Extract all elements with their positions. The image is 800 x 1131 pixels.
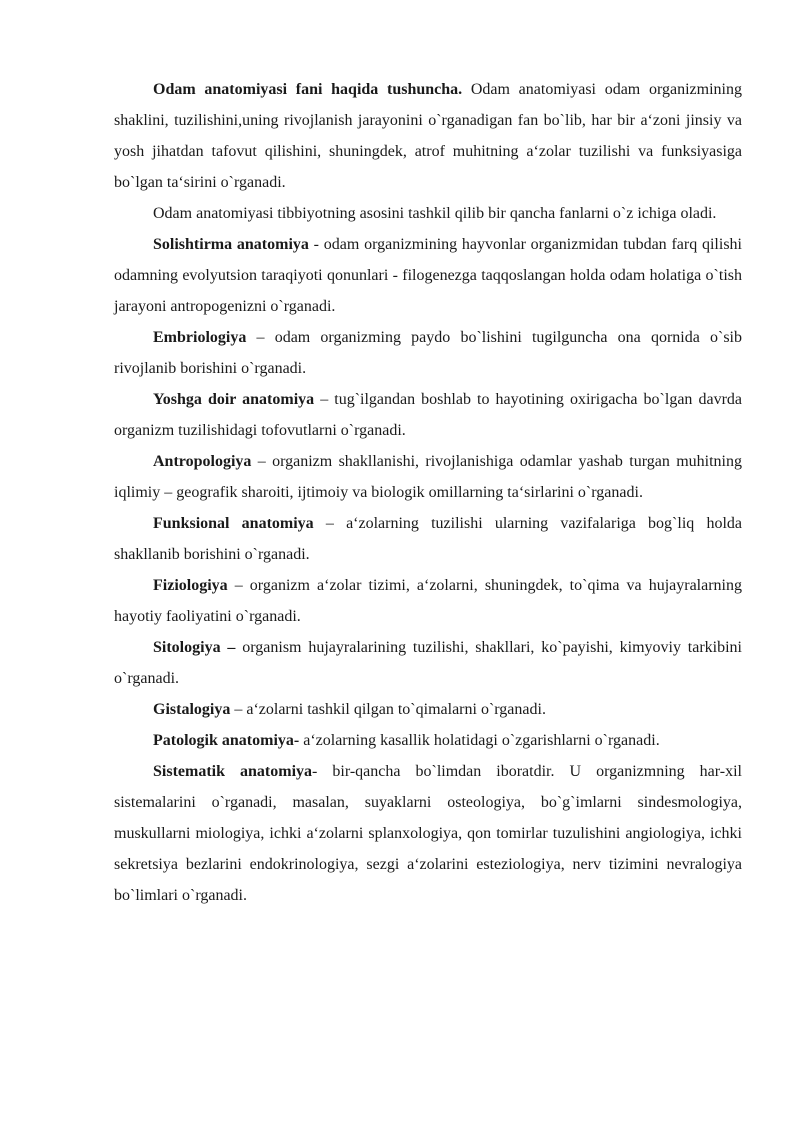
- paragraph-embryology: [114, 322, 742, 384]
- paragraph-age-anatomy: [114, 384, 742, 446]
- paragraph-text: - odam organizmining hayvonlar organizmidan tubdan farq qilishi odamning evolyutsion taraqiyoti qonunlari - filogenezga taqqoslangan holda odam holatiga o`tish jarayoni antropogenizni o`rganadi.: [114, 236, 742, 315]
- document-page: [114, 74, 742, 911]
- paragraph-text: Odam anatomiyasi odam organizmining shaklini, tuzilishini,uning rivojlanish jarayonini o`rganadigan fan bo`lib, har bir a‘zoni jinsiy va yosh jihatdan tafovut qilishini, shuningdek, atrof muhitning a‘zolar tuzilishi va funksiyasiga bo`lgan ta‘sirini o`rganadi.: [114, 81, 742, 191]
- term-heading: Patologik anatomiya-: [153, 732, 300, 749]
- paragraph-functional-anatomy: [114, 508, 742, 570]
- paragraph-text: – odam organizming paydo bo`lishini tugilguncha ona qornida o`sib rivojlanib borishini o`rganadi.: [114, 329, 742, 377]
- term-heading: Antropologiya: [153, 453, 252, 470]
- term-heading: Solishtirma anatomiya: [153, 236, 309, 253]
- paragraph-text: a‘zolarning kasallik holatidagi o`zgarishlarni o`rganadi.: [299, 732, 660, 749]
- term-heading: Embriologiya: [153, 329, 247, 346]
- term-heading: Fiziologiya: [153, 577, 228, 594]
- paragraph-systematic-anatomy: [114, 756, 742, 911]
- paragraph-physiology: [114, 570, 742, 632]
- term-heading: Sistematik anatomiya: [153, 763, 313, 780]
- paragraph-intro: [114, 74, 742, 198]
- term-heading: Gistalogiya: [153, 701, 231, 718]
- term-heading: Odam anatomiyasi fani haqida tushuncha.: [153, 81, 463, 98]
- paragraph-comparative-anatomy: [114, 229, 742, 322]
- paragraph-text: – tug`ilgandan boshlab to hayotining oxirigacha bo`lgan davrda organizm tuzilishidagi tofovutlarni o`rganadi.: [114, 391, 743, 439]
- paragraph-text: organism hujayralarining tuzilishi, shakllari, ko`payishi, kimyoviy tarkibini o`rganadi.: [114, 639, 742, 687]
- paragraph-anthropology: [114, 446, 742, 508]
- paragraph-pathological-anatomy: [114, 725, 742, 756]
- term-heading: Yoshga doir anatomiya: [153, 391, 315, 408]
- term-heading: Sitologiya –: [153, 639, 236, 656]
- paragraph-text: – a‘zolarning tuzilishi ularning vazifalariga bog`liq holda shakllanib borishini o`rganadi.: [114, 515, 743, 563]
- term-heading: Funksional anatomiya: [153, 515, 314, 532]
- paragraph-text: Odam anatomiyasi tibbiyotning asosini tashkil qilib bir qancha fanlarni o`z ichiga oladi.: [153, 205, 717, 222]
- paragraph-text: – organizm a‘zolar tizimi, a‘zolarni, shuningdek, to`qima va hujayralarning hayotiy faoliyatini o`rganadi.: [114, 577, 742, 625]
- paragraph-text: - bir-qancha bo`limdan iboratdir. U organizmning har-xil sistemalarini o`rganadi, masalan, suyaklarni osteologiya, bo`g`imlarni sindesmologiya, muskullarni miologiya, ichki a‘zolarni splanxologiya, qon tomirlar tuzulishini angiologiya, ichki sekretsiya bezlarini endokrinologiya, sezgi a‘zolarini esteziologiya, nerv tizimini nevralogiya bo`limlari o`rganadi.: [114, 763, 743, 904]
- paragraph-text: – organizm shakllanishi, rivojlanishiga odamlar yashab turgan muhitning iqlimiy – geografik sharoiti, ijtimoiy va biologik omillarning ta‘sirlarini o`rganadi.: [114, 453, 742, 501]
- paragraph-text: – a‘zolarni tashkil qilgan to`qimalarni o`rganadi.: [230, 701, 546, 718]
- paragraph-cytology: [114, 632, 742, 694]
- paragraph-histology: [114, 694, 742, 725]
- paragraph-basis: [114, 198, 742, 229]
